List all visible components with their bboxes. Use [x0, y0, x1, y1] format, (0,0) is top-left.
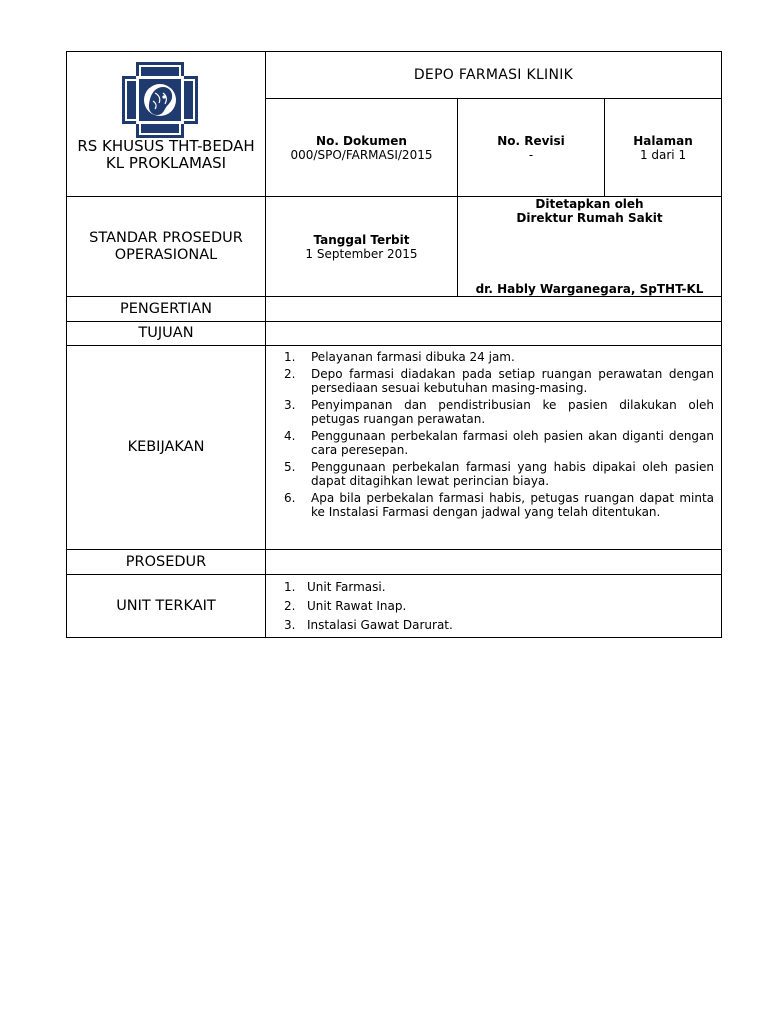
- tanggal-terbit-cell: [266, 197, 458, 297]
- hospital-header-cell: [67, 52, 266, 197]
- pengertian-content: [266, 297, 722, 322]
- unit-terkait-list: [266, 580, 721, 632]
- halaman-cell: [605, 99, 722, 197]
- list-item: 3. Instalasi Gawat Darurat.: [284, 618, 453, 632]
- no-dokumen-label: No. Dokumen: [316, 133, 407, 148]
- no-revisi-label: No. Revisi: [497, 133, 565, 148]
- list-item: 4. Penggunaan perbekalan farmasi oleh pasien akan diganti dengan cara peresepan.: [284, 429, 715, 457]
- tujuan-content: [266, 322, 722, 346]
- prosedur-content: [266, 550, 722, 575]
- list-item: 3. Penyimpanan dan pendistribusian ke pasien dilakukan oleh petugas ruangan perawatan.: [284, 398, 715, 426]
- tanggal-terbit-value: 1 September 2015: [305, 246, 418, 261]
- list-item: 2. Depo farmasi diadakan pada setiap ruangan perawatan dengan persediaan sesuai kebutuhan masing-masing.: [284, 367, 715, 395]
- kebijakan-list: [266, 350, 721, 519]
- list-item: 5. Penggunaan perbekalan farmasi yang habis dipakai oleh pasien dapat ditagihkan lewat perincian biaya.: [284, 460, 715, 488]
- tujuan-label: TUJUAN: [67, 322, 266, 346]
- hospital-logo-icon: [119, 59, 201, 141]
- hospital-name: RS KHUSUS THT-BEDAH KL PROKLAMASI: [77, 137, 255, 172]
- spo-document-table: [66, 51, 722, 638]
- ditetapkan-cell: [458, 197, 722, 297]
- list-item: 6. Apa bila perbekalan farmasi habis, petugas ruangan dapat minta ke Instalasi Farmasi dengan jadwal yang telah ditentukan.: [284, 491, 715, 519]
- pengertian-label: PENGERTIAN: [67, 297, 266, 322]
- no-dokumen-cell: [266, 99, 458, 197]
- unit-terkait-label: UNIT TERKAIT: [67, 575, 266, 638]
- unit-terkait-content: [266, 575, 722, 638]
- spo-label: STANDAR PROSEDUR OPERASIONAL: [67, 197, 266, 297]
- ditetapkan-line2: Direktur Rumah Sakit: [516, 211, 663, 225]
- list-item: 2. Unit Rawat Inap.: [284, 599, 407, 613]
- prosedur-label: PROSEDUR: [67, 550, 266, 575]
- no-revisi-cell: [458, 99, 605, 197]
- list-item: 1. Pelayanan farmasi dibuka 24 jam.: [284, 350, 515, 364]
- no-dokumen-value: 000/SPO/FARMASI/2015: [290, 147, 433, 162]
- kebijakan-label: KEBIJAKAN: [67, 346, 266, 550]
- kebijakan-content: [266, 346, 722, 550]
- tanggal-terbit-label: Tanggal Terbit: [313, 232, 410, 247]
- signatory-name: dr. Hably Warganegara, SpTHT-KL: [475, 282, 704, 296]
- document-title: DEPO FARMASI KLINIK: [266, 52, 722, 99]
- list-item: 1. Unit Farmasi.: [284, 580, 386, 594]
- halaman-label: Halaman: [633, 133, 693, 148]
- halaman-value: 1 dari 1: [639, 147, 687, 162]
- no-revisi-value: -: [528, 147, 534, 162]
- ditetapkan-line1: Ditetapkan oleh: [535, 197, 644, 211]
